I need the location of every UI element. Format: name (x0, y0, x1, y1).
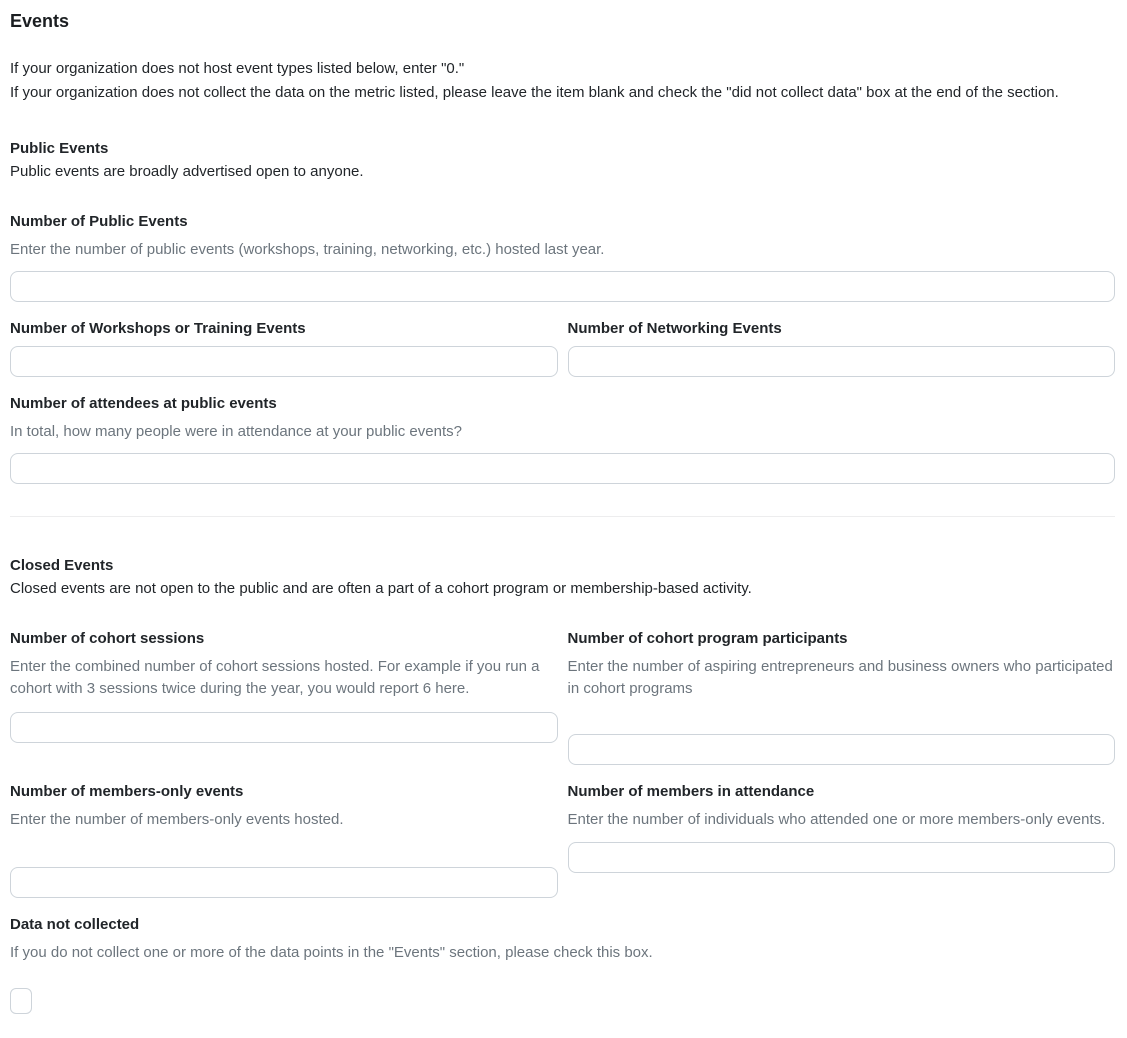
closed-events-section (10, 554, 1115, 600)
cohort-row (10, 628, 1115, 765)
cohort-participants-label: Number of cohort program participants (567, 630, 848, 647)
field-networking-events (568, 318, 1116, 377)
cohort-sessions-input[interactable] (10, 712, 558, 743)
field-cohort-participants (568, 628, 1116, 765)
data-not-collected-helper: If you do not collect one or more of the data points in the "Events" section, please check this box. (10, 944, 653, 961)
cohort-sessions-helper: Enter the combined number of cohort sessions hosted. For example if you run a cohort with 3 sessions twice during the year, you would report 6 here. (10, 658, 540, 697)
networking-label: Number of Networking Events (567, 320, 782, 337)
closed-events-description: Closed events are not open to the public and are often a part of a cohort program or membership-based activity. (10, 580, 752, 597)
public-events-count-label: Number of Public Events (10, 213, 188, 230)
public-events-count-helper: Enter the number of public events (workshops, training, networking, etc.) hosted last year. (10, 241, 605, 258)
field-cohort-sessions (10, 628, 558, 765)
workshops-label: Number of Workshops or Training Events (10, 320, 306, 337)
intro-line-1: If your organization does not host event types listed below, enter "0." (10, 60, 465, 77)
intro-text (10, 57, 1115, 105)
public-events-description: Public events are broadly advertised open to anyone. (10, 163, 364, 180)
attendees-helper: In total, how many people were in attendance at your public events? (10, 423, 462, 440)
attendees-label: Number of attendees at public events (10, 395, 277, 412)
workshops-networking-row (10, 318, 1115, 377)
public-events-heading: Public Events (10, 140, 109, 157)
members-only-events-helper: Enter the number of members-only events hosted. (10, 811, 344, 828)
data-not-collected-checkbox[interactable] (10, 988, 32, 1014)
cohort-participants-input[interactable] (568, 734, 1116, 765)
workshops-input[interactable] (10, 346, 558, 377)
public-events-section (10, 137, 1115, 183)
data-not-collected-label: Data not collected (10, 916, 140, 933)
field-number-of-public-events (10, 211, 1115, 302)
members-attendance-label: Number of members in attendance (567, 783, 815, 800)
public-events-count-input[interactable] (10, 271, 1115, 302)
intro-line-2: If your organization does not collect the data on the metric listed, please leave the item blank and check the "did not collect data" box at the end of the section. (10, 84, 1059, 101)
field-data-not-collected (10, 914, 1115, 1018)
members-attendance-input[interactable] (568, 842, 1116, 873)
members-only-events-input[interactable] (10, 867, 558, 898)
members-only-events-label: Number of members-only events (10, 783, 244, 800)
field-workshops-training-events (10, 318, 558, 377)
networking-input[interactable] (568, 346, 1116, 377)
members-row (10, 781, 1115, 898)
cohort-sessions-label: Number of cohort sessions (10, 630, 205, 647)
closed-events-heading: Closed Events (10, 557, 114, 574)
page-title: Events (10, 11, 70, 31)
cohort-participants-helper: Enter the number of aspiring entrepreneurs and business owners who participated in cohort programs (567, 658, 1113, 697)
section-divider (10, 516, 1115, 517)
attendees-input[interactable] (10, 453, 1115, 484)
field-members-attendance (568, 781, 1116, 898)
field-public-events-attendees (10, 393, 1115, 484)
field-members-only-events (10, 781, 558, 898)
members-attendance-helper: Enter the number of individuals who attended one or more members-only events. (567, 811, 1106, 828)
